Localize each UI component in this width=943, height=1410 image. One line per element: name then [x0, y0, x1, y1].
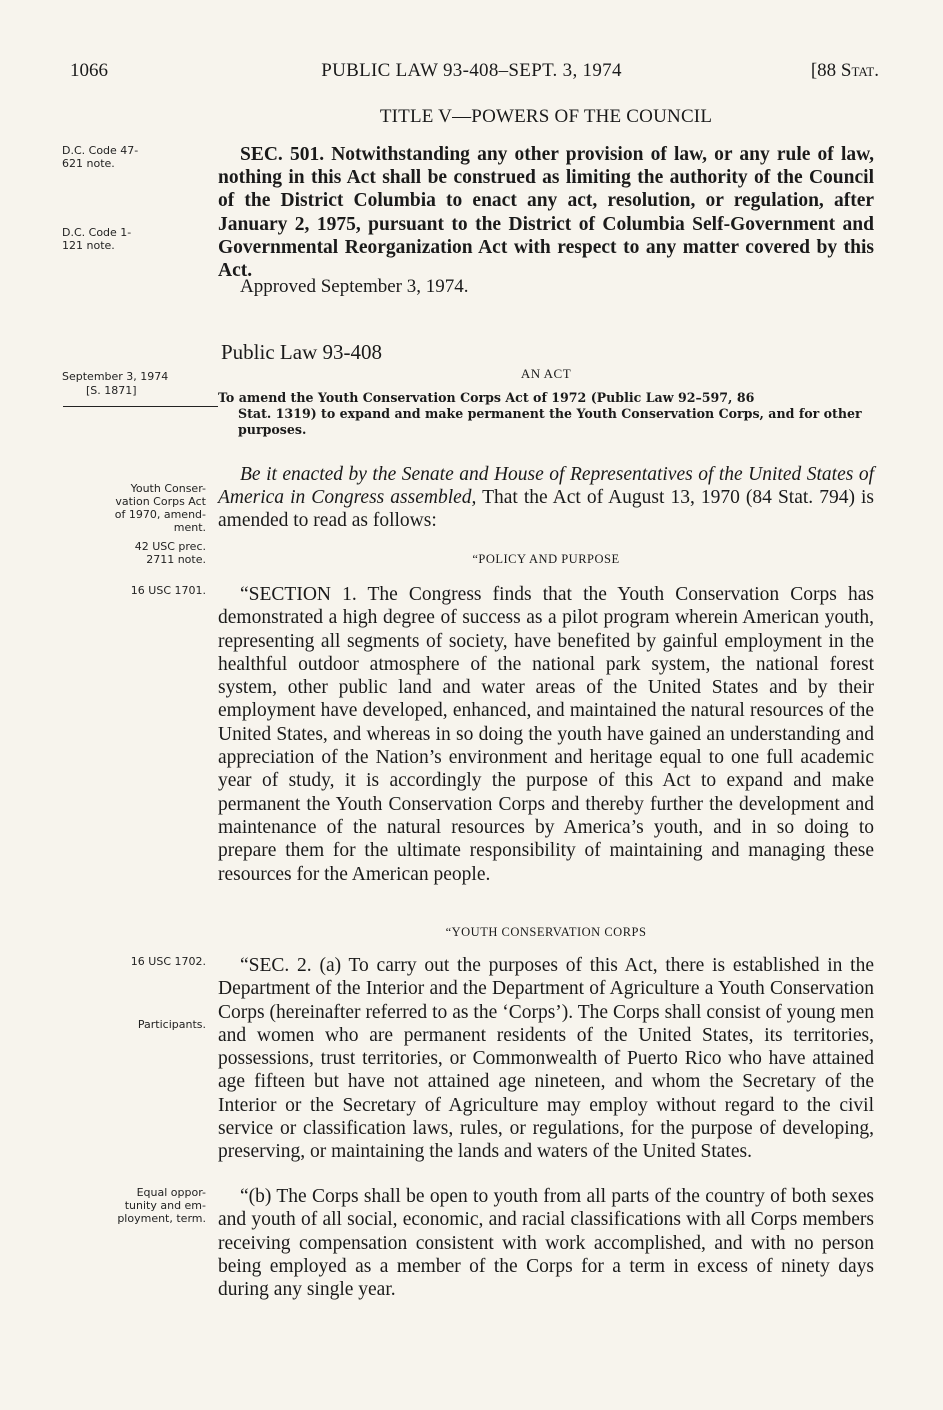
- page-header: [0, 60, 943, 90]
- enacting-clause-italic: Be it enacted by the Senate and House of Representatives of the United States of America in Congress assembled,: [218, 464, 874, 508]
- margin-note-dc-code-1: D.C. Code 1- 121 note.: [62, 226, 132, 252]
- statute-label: Stat.: [840, 60, 879, 81]
- section-501: SEC. 501. Notwithstanding any other provision of law, or any rule of law, nothing in this Act shall be construed as limiting the authority of the Council of the District Columbia to enact any act, resolution, or regulation, after January 2, 1975, pursuant to the District of Columbia Self-Government and Governmental Reorganization Act with respect to any matter covered by this Act.: [218, 144, 874, 282]
- margin-note-dc-code-47: D.C. Code 47- 621 note.: [62, 144, 139, 170]
- enacting-clause: [218, 463, 874, 532]
- divider-rule: [63, 406, 218, 407]
- margin-note-bill: [S. 1871]: [86, 384, 137, 397]
- statute-reference: [811, 60, 879, 82]
- section-2a-text: (a) To carry out the purposes of this Act, there is established in the Department of the Interior and the Department of Agriculture a Youth Conservation Corps (hereinafter referred to as the ‘Corps’). The Corps shall consist of young men and women who are permanent residents of the United States, its territories, possessions, trust territories, or Commonwealth of Puerto Rico who have attained age fifteen but have not attained age nineteen, and whom the Secretary of the Interior or the Secretary of Agriculture may employ without regard to the civil service or classification laws, rules, or regulations, for the purpose of developing, preserving, or maintaining the lands and waters of the United States.: [218, 955, 874, 1163]
- an-act-heading: AN ACT: [520, 366, 572, 381]
- approval-date: Approved September 3, 1974.: [240, 276, 469, 297]
- statute-reference-open: [88: [810, 60, 841, 81]
- section-2a: [218, 954, 874, 1164]
- section-2-lead: “SEC. 2.: [240, 955, 312, 976]
- page-number: 1066: [70, 60, 108, 81]
- section-1: [218, 583, 874, 886]
- margin-note-ycc-act: Youth Conser- vation Corps Act of 1970, amend- ment.: [114, 482, 206, 534]
- heading-youth-conservation-corps: “YOUTH CONSERVATION CORPS: [445, 925, 647, 939]
- margin-note-equal-opportunity: Equal oppor- tunity and em- ployment, term.: [117, 1186, 206, 1225]
- margin-note-usc-1702: 16 USC 1702.: [130, 955, 206, 968]
- running-title: PUBLIC LAW 93-408–SEPT. 3, 1974: [321, 60, 622, 81]
- section-1-lead: “SECTION 1.: [240, 584, 357, 605]
- public-law-title: Public Law 93-408: [221, 340, 382, 364]
- title-heading: TITLE V—POWERS OF THE COUNCIL: [379, 106, 713, 127]
- margin-note-usc-1701: 16 USC 1701.: [130, 584, 206, 597]
- act-purpose: [218, 390, 874, 438]
- margin-note-usc-prec: 42 USC prec. 2711 note.: [134, 540, 206, 566]
- margin-note-date: September 3, 1974: [62, 370, 169, 383]
- heading-policy-and-purpose: “POLICY AND PURPOSE: [472, 552, 620, 566]
- act-purpose-continuation: Stat. 1319) to expand and make permanent the Youth Conservation Corps, and for other purposes.: [238, 406, 862, 437]
- act-purpose-first-line: To amend the Youth Conservation Corps Act of 1972 (Public Law 92–597, 86: [218, 390, 755, 405]
- section-1-text: The Congress finds that the Youth Conservation Corps has demonstrated a high degree of success as a pilot program wherein American youth, representing all segments of society, have benefited by gainful employment in the healthful outdoor atmosphere of the national park system, the national forest system, other public land and water areas of the United States and by their employment have developed, enhanced, and maintained the natural resources of the United States, and whereas in so doing the youth have gained an understanding and appreciation of the Nation’s environment and heritage equal to one full academic year of study, it is accordingly the purpose of this Act to expand and make permanent the Youth Conservation Corps and thereby further the development and maintenance of the natural resources by America’s youth, and in so doing to prepare them for the ultimate responsibility of maintaining and managing these resources for the American people.: [218, 584, 874, 885]
- enacting-clause-rest: That the Act of August 13, 1970 (84 Stat. 794) is amended to read as follows:: [218, 487, 874, 531]
- margin-note-participants: Participants.: [137, 1018, 206, 1031]
- section-2b: “(b) The Corps shall be open to youth from all parts of the country of both sexes and youth of all social, economic, and racial classifications with all Corps members receiving compensation consistent with work accomplished, and with no person being employed as a member of the Corps for a term in excess of ninety days during any single year.: [218, 1186, 874, 1301]
